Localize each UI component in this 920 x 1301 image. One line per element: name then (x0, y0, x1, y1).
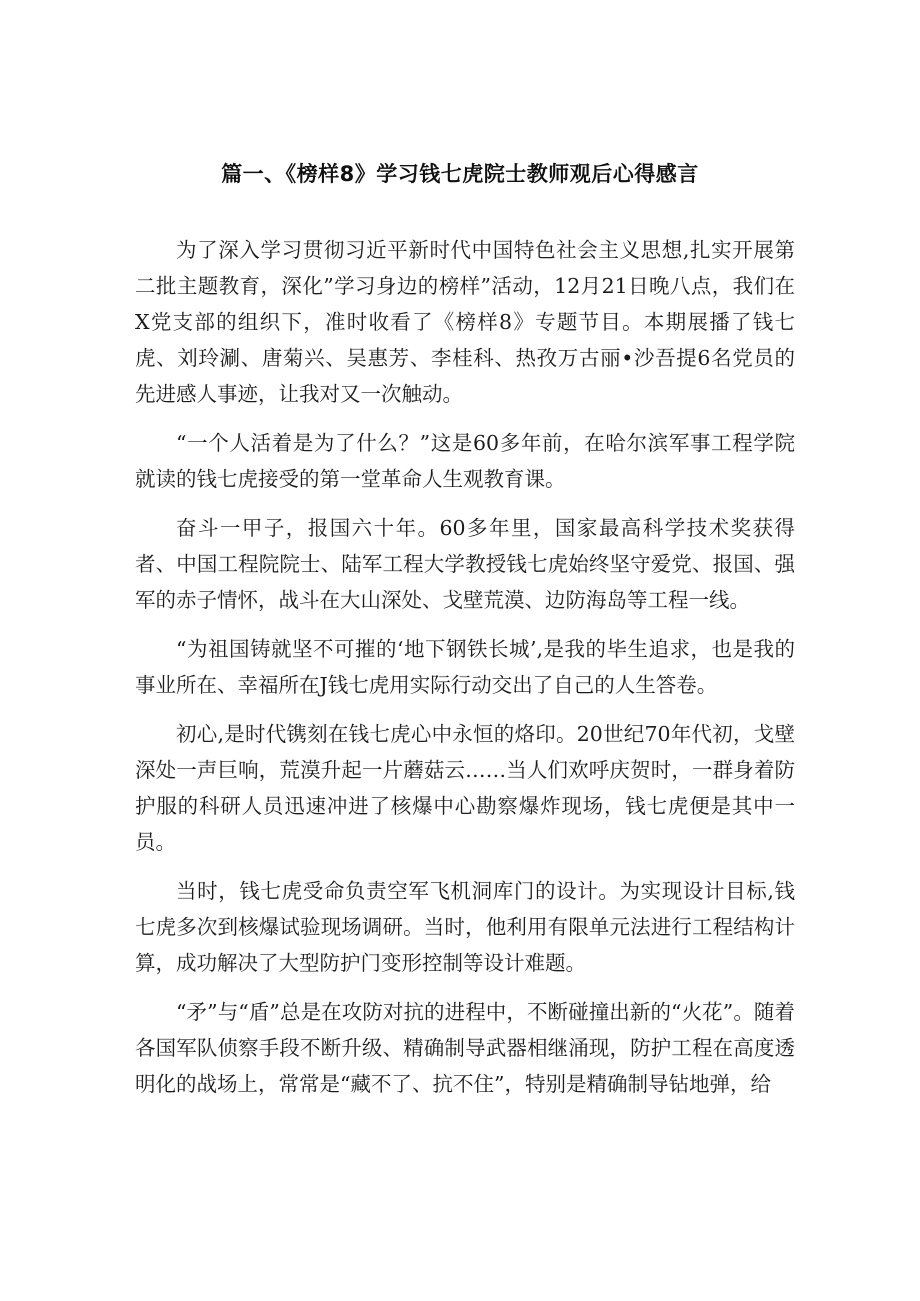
document-body (135, 232, 795, 1115)
paragraph-4: “为祖国铸就坚不可摧的‘地下钢铁长城’,是我的毕生追求，也是我的事业所在、幸福所在J钱七虎用实际行动交出了自己的人生答卷。 (135, 637, 795, 697)
paragraph-7: “矛”与“盾”总是在攻防对抗的进程中，不断碰撞出新的“火花”。随着各国军队侦察手段不断升级、精确制导武器相继涌现，防护工程在高度透明化的战场上，常常是“藏不了、抗不住”，特别是精确制导钻地弹，给 (135, 1000, 795, 1096)
paragraph-5: 初心,是时代镌刻在钱七虎心中永恒的烙印。20世纪70年代初，戈壁深处一声巨响，荒漠升起一片蘑菇云……当人们欢呼庆贺时，一群身着防护服的科研人员迅速冲进了核爆中心勘察爆炸现场，钱七虎便是其中一员。 (135, 722, 795, 854)
paragraph-1: 为了深入学习贯彻习近平新时代中国特色社会主义思想,扎实开展第二批主题教育，深化”学习身边的榜样”活动，12月21日晚八点，我们在X党支部的组织下，准时收看了《榜样8》专题节目。本期展播了钱七虎、刘玲涮、唐菊兴、吴惠芳、李桂科、热孜万古丽•沙吾提6名党员的先进感人事迹，让我对又一次触动。 (135, 238, 795, 406)
paragraph-6: 当时，钱七虎受命负责空军飞机洞库门的设计。为实现设计目标,钱七虎多次到核爆试验现场调研。当时，他利用有限单元法进行工程结构计算，成功解决了大型防护门变形控制等设计难题。 (135, 879, 795, 975)
paragraph-3: 奋斗一甲子，报国六十年。60多年里，国家最高科学技术奖获得者、中国工程院院士、陆军工程大学教授钱七虎始终坚守爱党、报国、强军的赤子情怀，战斗在大山深处、戈壁荒漠、边防海岛等工程一线。 (135, 516, 795, 612)
paragraph-2: “一个人活着是为了什么？”这是60多年前，在哈尔滨军事工程学院就读的钱七虎接受的第一堂革命人生观教育课。 (135, 431, 795, 491)
document-title: 篇一、《榜样8》学习钱七虎院士教师观后心得感言 (221, 162, 699, 186)
